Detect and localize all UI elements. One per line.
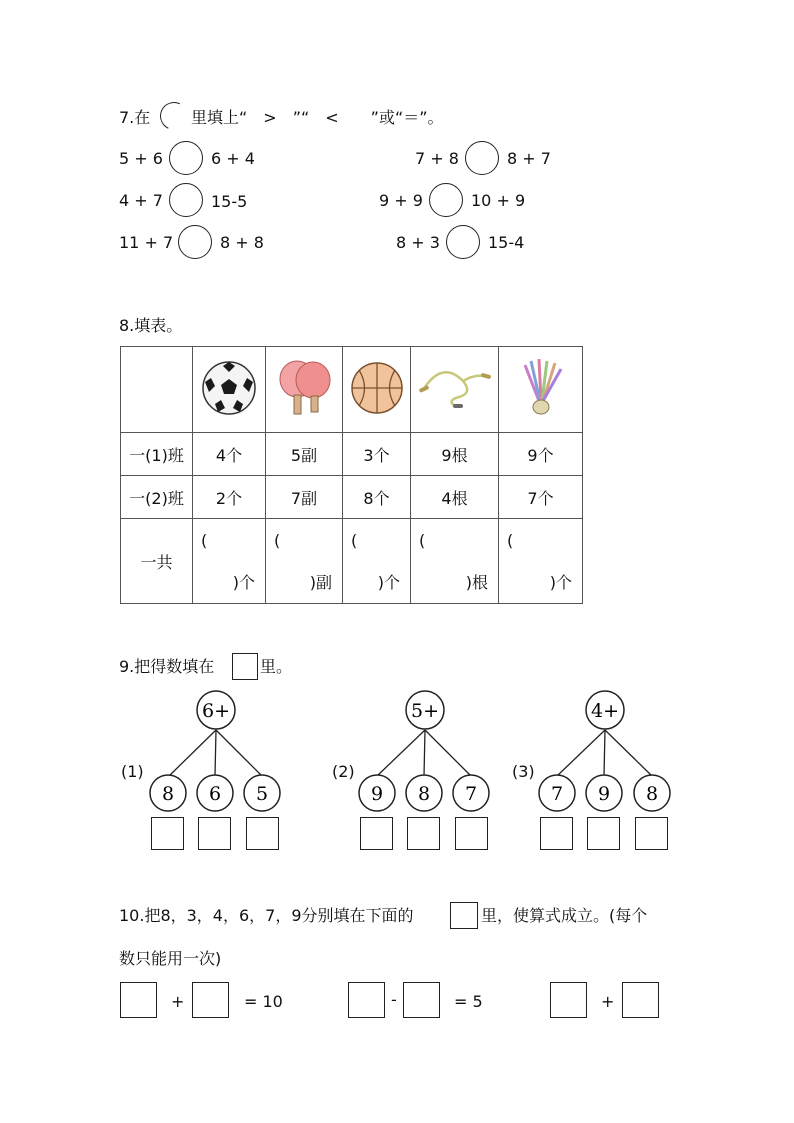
sports-table (120, 346, 583, 604)
answer-box[interactable] (348, 982, 385, 1018)
q7-item-1-left: 5 + 6 (119, 149, 163, 168)
table-cell: 5副 (266, 433, 343, 476)
answer-box[interactable] (622, 982, 659, 1018)
shuttlecock-icon (515, 357, 567, 419)
eq1-operator: + (171, 992, 185, 1011)
answer-circle[interactable] (446, 225, 480, 259)
answer-box[interactable] (455, 817, 488, 850)
table-cell: 2个 (193, 476, 266, 519)
tree-leaf-value: 8 (161, 783, 175, 805)
tree-leaf-value: 9 (597, 783, 611, 805)
tree-label: (1) (121, 762, 144, 781)
tree-leaf-value: 8 (417, 783, 431, 805)
answer-circle[interactable] (169, 183, 203, 217)
tree-leaf-value: 7 (550, 783, 564, 805)
q7-instruction: 里填上“ > ”“ < ”或“＝”。 (191, 108, 444, 127)
open-paren: ( (201, 531, 208, 550)
open-paren: ( (351, 531, 358, 550)
q7-item-4-right: 10 + 9 (471, 191, 526, 210)
answer-box[interactable] (403, 982, 440, 1018)
eq3-operator: + (601, 992, 615, 1011)
answer-circle[interactable] (169, 141, 203, 175)
q7-item-3-left: 4 + 7 (119, 191, 163, 210)
q8-title: 8.填表。 (119, 316, 183, 335)
table-cell: 7个 (499, 476, 583, 519)
eq1-result: = 10 (244, 992, 283, 1011)
table-header-pingpong (266, 347, 343, 433)
basketball-icon (350, 361, 404, 415)
table-cell: 4个 (193, 433, 266, 476)
tree-label: (3) (512, 762, 535, 781)
q7-item-6-right: 15-4 (488, 233, 525, 252)
row-label-total: 一共 (121, 519, 193, 604)
open-paren: ( (274, 531, 281, 550)
open-paren: ( (419, 531, 426, 550)
q7-item-3-right: 15-5 (211, 192, 248, 211)
table-cell: 4根 (411, 476, 499, 519)
tree-leaf-value: 5 (255, 783, 269, 805)
q7-item-1-right: 6 + 4 (211, 149, 255, 168)
total-answer-cell[interactable] (343, 519, 411, 604)
tree-label: (2) (332, 762, 355, 781)
total-answer-cell[interactable] (266, 519, 343, 604)
table-header-basketball (343, 347, 411, 433)
tree-leaf-value: 8 (645, 783, 659, 805)
q10-line2: 数只能用一次) (119, 949, 222, 968)
q10-line1-prefix: 10.把8，3，4，6，7，9分别填在下面的 (119, 906, 414, 925)
answer-box[interactable] (120, 982, 157, 1018)
close-paren-unit: )副 (309, 573, 332, 592)
q7-item-5-right: 8 + 8 (220, 233, 264, 252)
answer-box[interactable] (198, 817, 231, 850)
ping-pong-paddles-icon (274, 358, 334, 418)
table-cell: 9个 (499, 433, 583, 476)
q10-line1-suffix: 里，使算式成立。(每个 (481, 906, 648, 925)
total-answer-cell[interactable] (499, 519, 583, 604)
answer-circle[interactable] (178, 225, 212, 259)
table-header-soccer (193, 347, 266, 433)
tree-top-value: 5+ (410, 700, 440, 722)
number-tree-3 (529, 680, 679, 820)
square-symbol-icon (232, 653, 258, 680)
q7-item-6-left: 8 + 3 (396, 233, 440, 252)
table-cell: 3个 (343, 433, 411, 476)
q7-item-2-right: 8 + 7 (507, 149, 551, 168)
table-cell: 8个 (343, 476, 411, 519)
close-paren-unit: )个 (232, 573, 255, 592)
soccer-ball-icon (201, 360, 257, 416)
table-header-jumprope (411, 347, 499, 433)
close-paren-unit: )根 (465, 573, 488, 592)
number-tree-1 (140, 680, 290, 820)
tree-top-value: 6+ (201, 700, 231, 722)
answer-box[interactable] (151, 817, 184, 850)
q7-item-4-left: 9 + 9 (379, 191, 423, 210)
tree-leaf-value: 7 (464, 783, 478, 805)
circle-symbol-icon (156, 98, 192, 134)
table-header-shuttlecock (499, 347, 583, 433)
q7-prefix: 7.在 (119, 108, 151, 127)
answer-box[interactable] (407, 817, 440, 850)
answer-circle[interactable] (465, 141, 499, 175)
tree-leaf-value: 6 (208, 783, 222, 805)
answer-box[interactable] (192, 982, 229, 1018)
answer-box[interactable] (550, 982, 587, 1018)
row-label-class1: 一(1)班 (121, 433, 193, 476)
answer-box[interactable] (635, 817, 668, 850)
open-paren: ( (507, 531, 514, 550)
q7-item-5-left: 11 + 7 (119, 233, 174, 252)
q7-item-2-left: 7 + 8 (415, 149, 459, 168)
square-symbol-icon (450, 902, 478, 929)
table-cell: 7副 (266, 476, 343, 519)
q9-prefix: 9.把得数填在 (119, 657, 215, 676)
answer-box[interactable] (246, 817, 279, 850)
number-tree-2 (349, 680, 499, 820)
answer-box[interactable] (360, 817, 393, 850)
close-paren-unit: )个 (549, 573, 572, 592)
jump-rope-icon (417, 363, 493, 413)
table-corner-cell (121, 347, 193, 433)
total-answer-cell[interactable] (193, 519, 266, 604)
answer-box[interactable] (587, 817, 620, 850)
eq2-operator: - (391, 990, 397, 1009)
tree-leaf-value: 9 (370, 783, 384, 805)
table-cell: 9根 (411, 433, 499, 476)
answer-box[interactable] (540, 817, 573, 850)
tree-top-value: 4+ (590, 700, 620, 722)
q9-suffix: 里。 (260, 657, 293, 676)
row-label-class2: 一(2)班 (121, 476, 193, 519)
close-paren-unit: )个 (377, 573, 400, 592)
eq2-result: = 5 (454, 992, 483, 1011)
total-answer-cell[interactable] (411, 519, 499, 604)
answer-circle[interactable] (429, 183, 463, 217)
